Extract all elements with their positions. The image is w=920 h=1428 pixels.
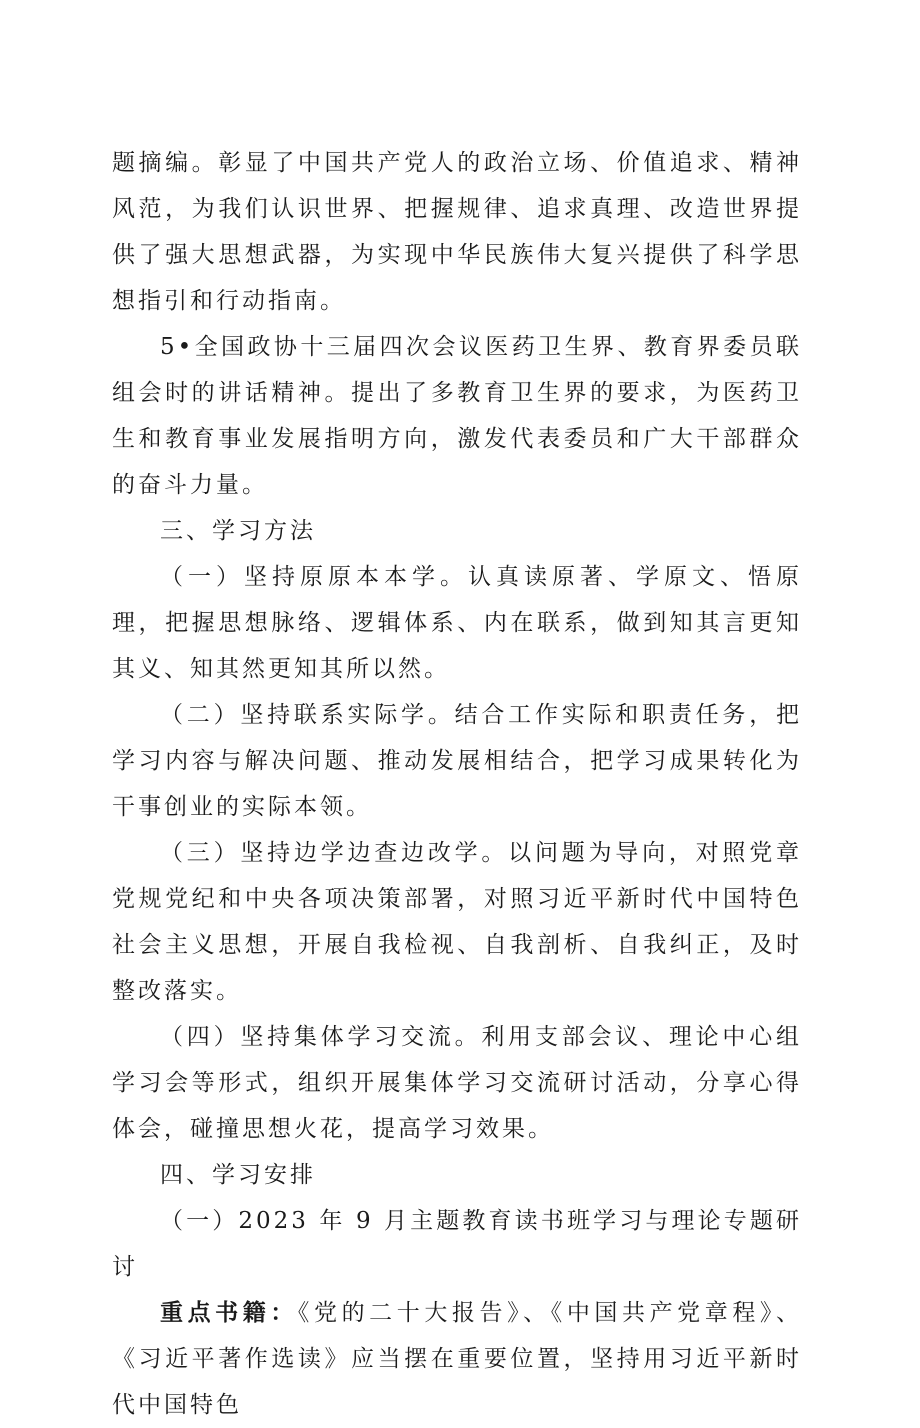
- paragraph-method-4: （四）坚持集体学习交流。利用支部会议、理论中心组学习会等形式，组织开展集体学习交流研讨活动，分享心得体会，碰撞思想火花，提高学习效果。: [112, 1024, 802, 1142]
- paragraph-method-1: （一）坚持原原本本学。认真读原著、学原文、悟原理，把握思想脉络、逻辑体系、内在联系，做到知其言更知其义、知其然更知其所以然。: [112, 564, 802, 682]
- paragraph-continued: 题摘编。彰显了中国共产党人的政治立场、价值追求、精神风范，为我们认识世界、把握规律、追求真理、改造世界提供了强大思想武器，为实现中华民族伟大复兴提供了科学思想指引和行动指南。: [112, 150, 802, 314]
- paragraph-method-2: （二）坚持联系实际学。结合工作实际和职责任务，把学习内容与解决问题、推动发展相结合，把学习成果转化为干事创业的实际本领。: [112, 702, 802, 820]
- document-body: [112, 140, 802, 1428]
- section-heading-methods: 三、学习方法: [160, 518, 316, 544]
- section-heading-schedule: 四、学习安排: [160, 1162, 316, 1188]
- key-books-label: 重点书籍：: [160, 1299, 298, 1326]
- key-books-text: 《党的二十大报告》、《中国共产党章程》、《习近平著作选读》应当摆在重要位置，坚持用习近平新时代中国特色: [112, 1300, 803, 1418]
- paragraph-schedule-1: （一）2023 年 9 月主题教育读书班学习与理论专题研讨: [112, 1208, 802, 1280]
- paragraph-method-3: （三）坚持边学边查边改学。以问题为导向，对照党章党规党纪和中央各项决策部署，对照习近平新时代中国特色社会主义思想，开展自我检视、自我剖析、自我纠正，及时整改落实。: [112, 840, 802, 1004]
- paragraph-item-5: 5•全国政协十三届四次会议医药卫生界、教育界委员联组会时的讲话精神。提出了多教育卫生界的要求，为医药卫生和教育事业发展指明方向，激发代表委员和广大干部群众的奋斗力量。: [112, 334, 802, 498]
- paragraph-key-books: [112, 1290, 802, 1428]
